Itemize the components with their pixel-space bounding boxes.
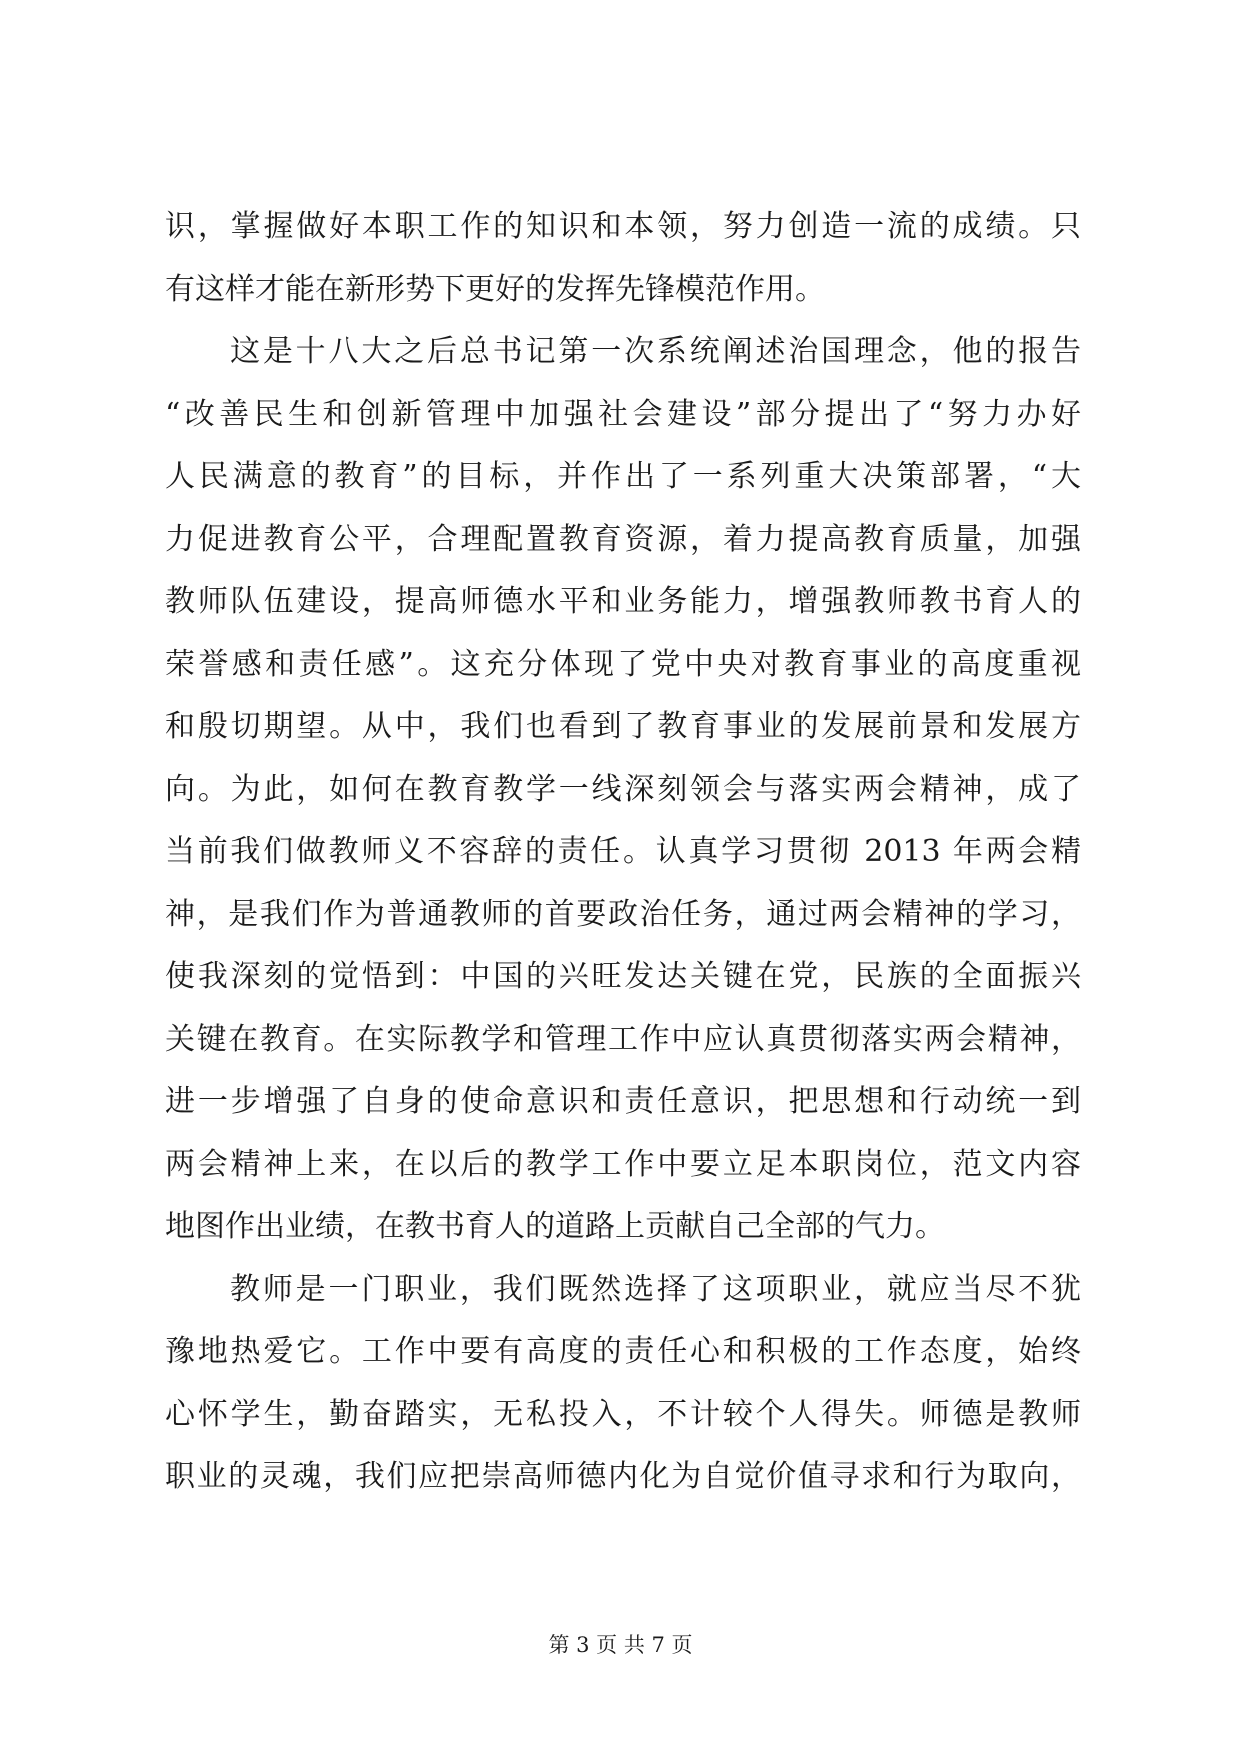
body-text: [165, 196, 1081, 1509]
text-line: 力促进教育公平，合理配置教育资源，着力提高教育质量，加强: [165, 521, 1081, 557]
text-line: 两会精神上来，在以后的教学工作中要立足本职岗位，范文内容: [165, 1146, 1081, 1182]
text-line: 有这样才能在新形势下更好的发挥先锋模范作用。: [165, 271, 825, 307]
text-line: “改善民生和创新管理中加强社会建设”部分提出了“努力办好: [165, 396, 1081, 432]
text-line: 豫地热爱它。工作中要有高度的责任心和积极的工作态度，始终: [165, 1334, 1081, 1369]
page-number: 第 3 页 共 7 页: [548, 1633, 693, 1657]
text-line: 心怀学生，勤奋踏实，无私投入，不计较个人得失。师德是教师: [165, 1396, 1081, 1432]
paragraph-start-line: 教师是一门职业，我们既然选择了这项职业，就应当尽不犹: [230, 1271, 1081, 1307]
text-line: 荣誉感和责任感”。这充分体现了党中央对教育事业的高度重视: [165, 646, 1081, 682]
text-line: 当前我们做教师义不容辞的责任。认真学习贯彻 2013 年两会精: [165, 834, 1081, 869]
text-line: 使我深刻的觉悟到：中国的兴旺发达关键在党，民族的全面振兴: [165, 959, 1081, 994]
text-line: 进一步增强了自身的使命意识和责任意识，把思想和行动统一到: [165, 1084, 1081, 1119]
text-line: 职业的灵魂，我们应把崇高师德内化为自觉价值寻求和行为取向，: [165, 1459, 1081, 1494]
text-line: 人民满意的教育”的目标，并作出了一系列重大决策部署，“大: [165, 459, 1081, 494]
text-line: 教师队伍建设，提高师德水平和业务能力，增强教师教书育人的: [165, 584, 1081, 619]
text-line: 和殷切期望。从中，我们也看到了教育事业的发展前景和发展方: [165, 709, 1081, 744]
text-line: 地图作出业绩，在教书育人的道路上贡献自己全部的气力。: [165, 1209, 945, 1244]
text-line: 神，是我们作为普通教师的首要政治任务，通过两会精神的学习，: [165, 896, 1081, 932]
text-line: 向。为此，如何在教育教学一线深刻领会与落实两会精神，成了: [165, 771, 1081, 807]
text-line: 识，掌握做好本职工作的知识和本领，努力创造一流的成绩。只: [165, 209, 1081, 244]
paragraph-start-line: 这是十八大之后总书记第一次系统阐述治国理念，他的报告: [230, 334, 1081, 369]
text-line: 关键在教育。在实际教学和管理工作中应认真贯彻落实两会精神，: [165, 1021, 1081, 1057]
page-footer: [0, 1630, 1241, 1660]
